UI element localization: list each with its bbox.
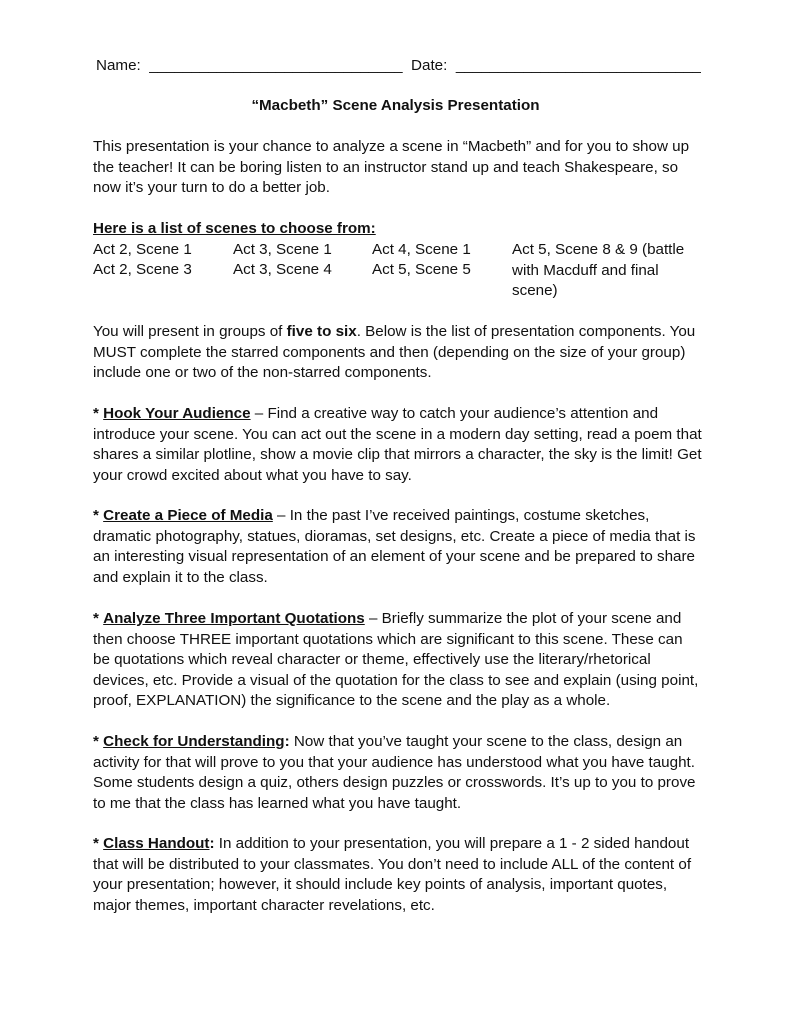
star-marker: * [93, 610, 99, 627]
scene-option: Act 2, Scene 3 [93, 261, 192, 278]
groups-text-before: You will present in groups of [93, 323, 287, 340]
groups-size: five to six [286, 323, 357, 340]
scene-option: Act 2, Scene 1 [93, 241, 192, 258]
groups-paragraph [93, 322, 703, 384]
component-title: Class Handout [103, 835, 210, 852]
component-text: Now that you’ve taught your scene to the class, design an activity for that will prove to you that your audience has understood what you have taught. Some students design a quiz, others design puzzles or crosswords. It’s up to you to prove to me that the class has learned what you have taught. [93, 733, 696, 812]
component-text: – Find a creative way to catch your audience’s attention and introduce your scene. You can act out the scene in a modern day setting, read a poem that shares a similar plotline, show a movie clip that mirrors a character, the sky is the limit! Get your crowd excited about what you have to say. [93, 405, 702, 484]
component-title: Hook Your Audience [103, 405, 251, 422]
component-create-media [93, 506, 703, 588]
component-text: – Briefly summarize the plot of your scene and then choose THREE important quotations which are significant to this scene. These can be quotations which reveal character or theme, effectively use the literary/rhetorical devices, etc. Provide a visual of the quotation for the class to see and explain (using point, proof, EXPLANATION) the significance to the scene and the play as a whole. [93, 610, 699, 709]
star-marker: * [93, 507, 99, 524]
document-title: “Macbeth” Scene Analysis Presentation [251, 97, 540, 114]
scenes-heading: Here is a list of scenes to choose from: [93, 220, 376, 237]
component-title: Analyze Three Important Quotations [103, 610, 365, 627]
scene-option: Act 3, Scene 4 [233, 261, 332, 278]
component-title: Create a Piece of Media [103, 507, 273, 524]
name-label: Name: [96, 57, 141, 74]
star-marker: * [93, 733, 99, 750]
scene-option: Act 5, Scene 5 [372, 261, 471, 278]
component-analyze-quotations [93, 609, 703, 712]
date-blank[interactable]: _____________________________ [455, 57, 701, 74]
component-hook-your-audience [93, 404, 703, 486]
groups-text-after: . Below is the list of presentation components. You MUST complete the starred components and then (depending on the size of your group) include one or two of the non-starred components. [93, 323, 696, 381]
scene-option: Act 4, Scene 1 [372, 241, 471, 258]
component-colon: : [284, 733, 290, 750]
component-text: – In the past I’ve received paintings, costume sketches, dramatic photography, statues, dioramas, set designs, etc. Create a piece of media that is an interesting visual representation of an element of your scene and be prepared to share and explain it to the class. [93, 507, 696, 586]
name-blank[interactable]: ______________________________ [149, 57, 403, 74]
scene-option: Act 5, Scene 8 & 9 (battle with Macduff and final scene) [512, 241, 685, 299]
star-marker: * [93, 405, 99, 422]
intro-paragraph: This presentation is your chance to analyze a scene in “Macbeth” and for you to show up the teacher! It can be boring listen to an instructor stand up and teach Shakespeare, so now it’s your turn to do a better job. [93, 138, 690, 196]
star-marker: * [93, 835, 99, 852]
name-date-line [96, 56, 701, 77]
component-title: Check for Understanding [103, 733, 285, 750]
scene-option: Act 3, Scene 1 [233, 241, 332, 258]
component-text: In addition to your presentation, you will prepare a 1 - 2 sided handout that will be distributed to your classmates. You don’t need to include ALL of the content of your presentation; however, it should include key points of analysis, important quotes, major themes, important character revelations, etc. [93, 835, 692, 914]
component-check-understanding [93, 732, 703, 814]
date-label: Date: [411, 57, 448, 74]
component-colon: : [209, 835, 215, 852]
component-class-handout [93, 834, 703, 916]
